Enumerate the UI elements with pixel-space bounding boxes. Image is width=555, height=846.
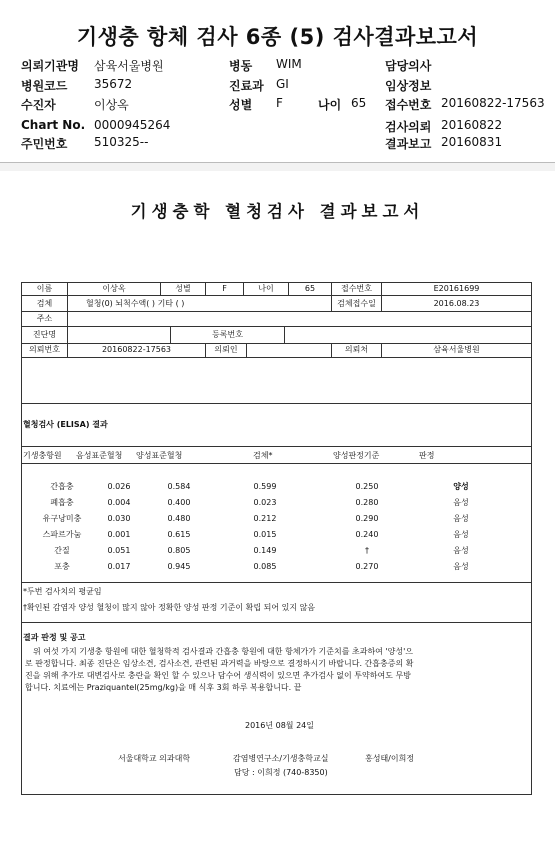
divider xyxy=(21,582,532,583)
institution: 서울대학교 의과대학 xyxy=(118,754,191,763)
field-label: 성별 xyxy=(229,98,253,112)
table-cell: 0.599 xyxy=(253,482,277,491)
report-date: 2016년 08월 24일 xyxy=(245,721,314,730)
divider xyxy=(21,446,532,447)
divider xyxy=(21,311,532,312)
footnote: †확인된 감염자 양성 혈청이 많지 않아 정확한 양성 판정 기준이 확립 되어 있지 않음 xyxy=(23,603,316,612)
opinion-line: 위 여섯 가지 기생충 항원에 대한 혈청학적 검사결과 간흡충 항원에 대한 항체가가 기준치를 초과하여 '양성'으 xyxy=(33,647,414,656)
field-value: 삼육서울병원 xyxy=(94,59,164,73)
table-cell: 음성 xyxy=(453,514,469,523)
table-cell: 0.250 xyxy=(355,482,379,491)
field-label: 담당의사 xyxy=(385,59,432,73)
table-cell: 0.615 xyxy=(167,530,191,539)
table-cell: 0.004 xyxy=(107,498,131,507)
field-label: 병동 xyxy=(229,59,253,73)
table-cell: 0.023 xyxy=(253,498,277,507)
field-label: 수진자 xyxy=(21,98,56,112)
receipt-label: 접수번호 xyxy=(341,284,372,293)
table-cell: 0.584 xyxy=(167,482,191,491)
divider xyxy=(21,295,532,296)
divider xyxy=(21,403,532,404)
table-cell: 폐흡충 xyxy=(50,498,74,507)
specimen-column xyxy=(245,482,285,578)
request-no-value: 20160822-17563 xyxy=(101,345,172,354)
negative-control-column xyxy=(99,482,139,578)
age-label: 나이 xyxy=(258,284,274,293)
judgement-column xyxy=(443,482,479,578)
cutoff-column xyxy=(347,482,387,578)
sex-value: F xyxy=(222,284,227,293)
request-place-label: 의뢰처 xyxy=(344,345,369,354)
table-cell: 0.945 xyxy=(167,562,191,571)
table-cell: 음성 xyxy=(453,546,469,555)
table-cell: 0.400 xyxy=(167,498,191,507)
table-cell: 0.280 xyxy=(355,498,379,507)
table-cell: 0.480 xyxy=(167,514,191,523)
section-title: 혈청검사 (ELISA) 결과 xyxy=(23,420,108,429)
header-row xyxy=(0,135,555,155)
sex-label: 성별 xyxy=(175,284,191,293)
table-cell: 0.026 xyxy=(107,482,131,491)
specimen-label: 검체 xyxy=(36,299,53,308)
table-cell: 0.001 xyxy=(107,530,131,539)
field-value: F xyxy=(276,96,283,110)
divider xyxy=(21,326,532,327)
field-label: 주민번호 xyxy=(21,137,68,151)
header-row xyxy=(0,77,555,97)
field-label: 진료과 xyxy=(229,79,264,93)
column-header: 판정 xyxy=(419,451,435,460)
specimen-date-label: 검체접수일 xyxy=(337,299,376,308)
report-title: 기생충학 혈청검사 결과보고서 xyxy=(130,202,425,221)
field-value: 0000945264 xyxy=(94,118,171,132)
opinion-line: 합니다. 치료에는 Praziquantel(25mg/kg)을 매 식후 3회 하루 복용합니다. 끝 xyxy=(25,683,302,692)
table-cell: 0.051 xyxy=(107,546,131,555)
table-cell: 0.805 xyxy=(167,546,191,555)
table-cell: 0.212 xyxy=(253,514,277,523)
table-cell: 유구낭미충 xyxy=(42,514,82,523)
scanned-report-sheet xyxy=(0,171,555,846)
divider xyxy=(0,162,555,163)
table-cell: 0.030 xyxy=(107,514,131,523)
header-row xyxy=(0,57,555,77)
field-value: GI xyxy=(276,77,289,91)
table-cell: 0.017 xyxy=(107,562,131,571)
table-cell: 간흡충 xyxy=(50,482,74,491)
field-value: 20160822 xyxy=(441,118,503,132)
field-value: WIM xyxy=(276,57,302,71)
column-header: 검체* xyxy=(253,451,273,460)
table-cell: 음성 xyxy=(453,498,469,507)
table-cell: 양성 xyxy=(453,482,469,491)
table-cell: 음성 xyxy=(453,562,469,571)
antigen-column xyxy=(27,482,97,578)
diagnosis-label: 진단명 xyxy=(32,330,57,339)
receipt-value: E20161699 xyxy=(433,284,480,293)
name-label: 이름 xyxy=(36,284,53,293)
request-place-value: 삼육서울병원 xyxy=(433,345,480,354)
table-cell: 스파르가눔 xyxy=(42,530,82,539)
divider xyxy=(284,326,285,343)
field-label: 나이 xyxy=(318,98,342,112)
request-no-label: 의뢰번호 xyxy=(29,345,60,354)
age-value: 65 xyxy=(304,284,316,293)
field-label: 검사의뢰 xyxy=(385,120,432,134)
table-cell: 0.015 xyxy=(253,530,277,539)
field-label: 병원코드 xyxy=(21,79,68,93)
field-label: 의뢰기관명 xyxy=(21,59,79,73)
opinion-line: 로 판정합니다. 최종 진단은 임상소견, 검사소견, 관련된 과거력을 바탕으로 결정하시기 바랍니다. 간흡충증의 확 xyxy=(25,659,414,668)
table-cell: 0.149 xyxy=(253,546,277,555)
column-header: 양성판정기준 xyxy=(333,451,380,460)
field-value: 20160822-17563 xyxy=(441,96,545,110)
field-label: 접수번호 xyxy=(385,98,432,112)
table-cell: 포충 xyxy=(54,562,70,571)
requester-label: 의뢰인 xyxy=(214,345,238,354)
footnote: *두번 검사치의 평균임 xyxy=(23,587,102,596)
field-label: 임상정보 xyxy=(385,79,432,93)
page-title: 기생충 항체 검사 6종 (5) 검사결과보고서 xyxy=(76,25,479,49)
department: 감염병연구소/기생충학교실 xyxy=(233,754,329,763)
field-value: 20160831 xyxy=(441,135,503,149)
divider xyxy=(21,343,532,344)
address-label: 주소 xyxy=(36,314,53,323)
divider xyxy=(21,463,532,464)
table-cell: † xyxy=(365,546,369,555)
field-label: Chart No. xyxy=(21,118,86,132)
table-cell: 음성 xyxy=(453,530,469,539)
header-row xyxy=(0,96,555,116)
specimen-date-value: 2016.08.23 xyxy=(433,299,480,308)
table-cell: 0.085 xyxy=(253,562,277,571)
opinion-title: 결과 판정 및 공고 xyxy=(23,633,86,642)
table-cell: 0.270 xyxy=(355,562,379,571)
field-value: 이상옥 xyxy=(94,98,129,112)
report-header xyxy=(0,0,555,163)
specimen-value: 혈청(0) 뇌척수액( ) 기타 ( ) xyxy=(86,299,185,308)
field-value: 35672 xyxy=(94,77,133,91)
column-header: 음성표준혈청 xyxy=(76,451,123,460)
table-cell: 0.290 xyxy=(355,514,379,523)
field-value: 65 xyxy=(351,96,367,110)
signers: 홍성태/이희정 xyxy=(365,754,415,763)
column-header: 기생충항원 xyxy=(23,451,62,460)
divider xyxy=(21,622,532,623)
opinion-line: 진을 위해 추가로 대변검사로 충란을 확인 할 수 있으나 담수어 생식력이 있으면 추가검사 없이 투약하여도 무방 xyxy=(25,671,411,680)
positive-control-column xyxy=(159,482,199,578)
divider xyxy=(21,357,532,358)
field-value: 510325-- xyxy=(94,135,149,149)
table-cell: 간질 xyxy=(54,546,70,555)
name-value: 이상옥 xyxy=(102,284,126,293)
column-header: 양성표준혈청 xyxy=(136,451,183,460)
field-label: 결과보고 xyxy=(385,137,432,151)
divider xyxy=(246,343,247,358)
contact: 담당 : 이희정 (740-8350) xyxy=(234,768,328,777)
table-cell: 0.240 xyxy=(355,530,379,539)
registration-label: 등록번호 xyxy=(212,330,243,339)
